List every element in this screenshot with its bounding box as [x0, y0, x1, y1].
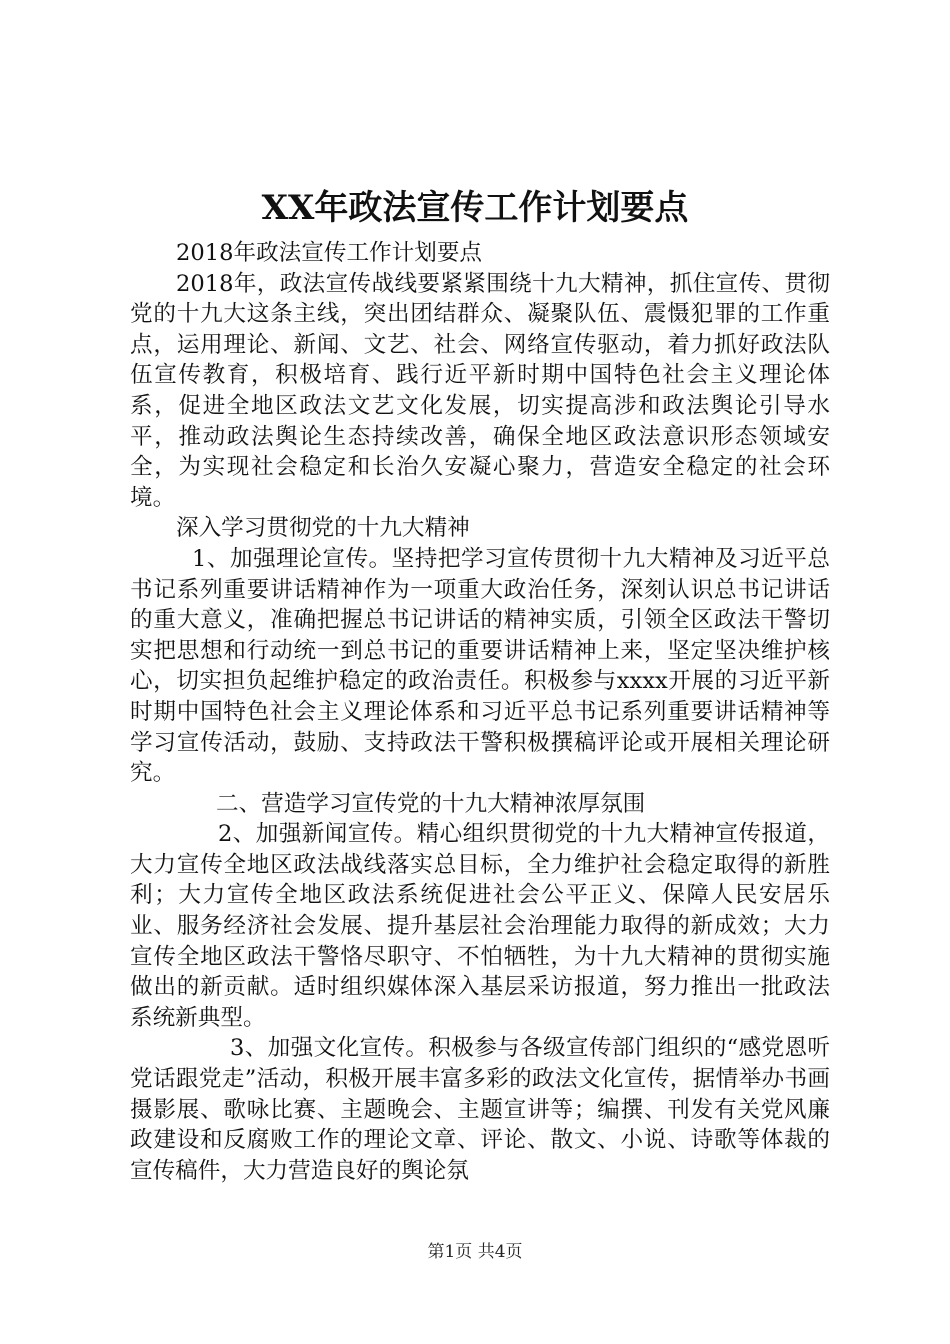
section-heading-study: 深入学习贯彻党的十九大精神 [176, 515, 470, 542]
paragraph-theory-publicity: 1、加强理论宣传。坚持把学习宣传贯彻十九大精神及习近平总书记系列重要讲话精神作为一项重大政治任务，深刻认识总书记讲话的重大意义，准确把握总书记讲话的精神实质，引领全区政法干警切实把思想和行动统一到总书记的重要讲话精神上来，坚定坚决维护核心，切实担负起维护稳定的政治责任。积极参与xxxx开展的习近平新时期中国特色社会主义理论体系和习近平总书记系列重要讲话精神等学习宣传活动，鼓励、支持政法干警积极撰稿评论或开展相关理论研究。 [130, 545, 830, 787]
section-heading-atmosphere: 二、营造学习宣传党的十九大精神浓厚氛围 [216, 790, 646, 817]
document-title: XX年政法宣传工作计划要点 [261, 188, 689, 228]
document-body [130, 238, 830, 1186]
paragraph-intro: 2018年，政法宣传战线要紧紧围绕十九大精神，抓住宣传、贯彻党的十九大这条主线，突出团结群众、凝聚队伍、震慑犯罪的工作重点，运用理论、新闻、文艺、社会、网络宣传驱动，着力抓好政法队伍宣传教育，积极培育、践行近平新时期中国特色社会主义理论体系，促进全地区政法文艺文化发展，切实提高涉和政法舆论引导水平，推动政法舆论生态持续改善，确保全地区政法意识形态领域安全，为实现社会稳定和长治久安凝心聚力，营造安全稳定的社会环境。 [130, 270, 830, 511]
paragraph-subtitle: 2018年政法宣传工作计划要点 [176, 240, 483, 266]
paragraph-culture-publicity: 3、加强文化宣传。积极参与各级宣传部门组织的“感党恩听党话跟党走”活动，积极开展丰富多彩的政法文化宣传，据情举办书画摄影展、歌咏比赛、主题晚会、主题宣讲等；编撰、刊发有关党风廉政建设和反腐败工作的理论文章、评论、散文、小说、诗歌等体裁的宣传稿件，大力营造良好的舆论氛 [130, 1035, 830, 1184]
page-number-footer: 第1页 共4页 [427, 1242, 523, 1262]
paragraph-news-publicity: 2、加强新闻宣传。精心组织贯彻党的十九大精神宣传报道，大力宣传全地区政法战线落实总目标，全力维护社会稳定取得的新胜利；大力宣传全地区政法系统促进社会公平正义、保障人民安居乐业、服务经济社会发展、提升基层社会治理能力取得的新成效；大力宣传全地区政法干警恪尽职守、不怕牺牲，为十九大精神的贯彻实施做出的新贡献。适时组织媒体深入基层采访报道，努力推出一批政法系统新典型。 [130, 821, 830, 1031]
